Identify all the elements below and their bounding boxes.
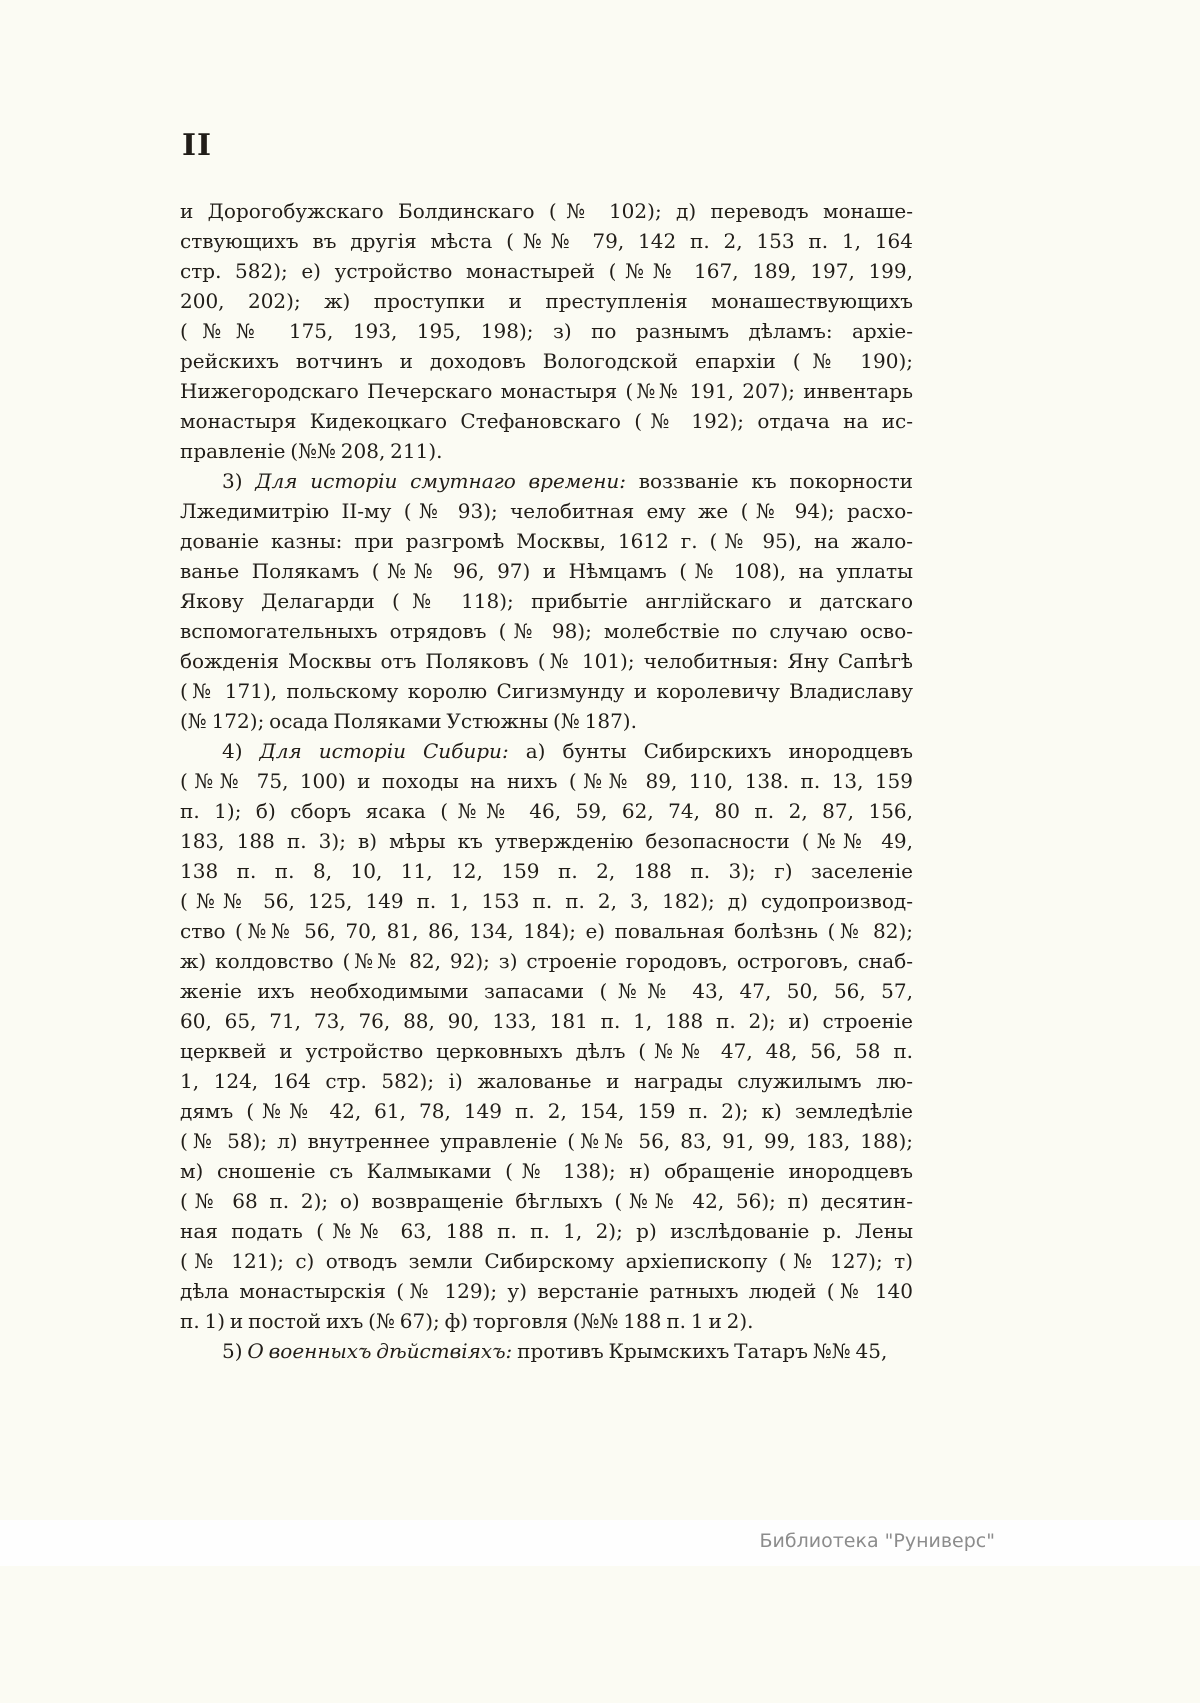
body-text: рейскихъ вотчинъ и доходовъ Вологодской епархіи (№ 190);: [180, 349, 913, 373]
body-text: вспомогательныхъ отрядовъ (№ 98); молебствіе по случаю осво-: [180, 619, 913, 643]
text-line: [180, 1126, 913, 1156]
body-text: ванье Полякамъ (№№ 96, 97) и Нѣмцамъ (№ 108), на уплаты: [180, 559, 913, 583]
body-text: 3): [222, 469, 256, 493]
text-line: [180, 226, 913, 256]
body-text: ж) колдовство (№№ 82, 92); з) строеніе городовъ, остроговъ, снаб-: [180, 949, 913, 973]
body-text: монастыря Кидекоцкаго Стефановскаго (№ 192); отдача на ис-: [180, 409, 913, 433]
text-line: [180, 736, 913, 766]
body-text: м) сношеніе съ Калмыками (№ 138); н) обращеніе инородцевъ: [180, 1159, 913, 1183]
body-text: (№№ 75, 100) и походы на нихъ (№№ 89, 110, 138. п. 13, 159: [180, 769, 913, 793]
body-text: противъ Крымскихъ Татаръ №№ 45,: [512, 1339, 888, 1363]
body-text: (№ 172); осада Поляками Устюжны (№ 187).: [180, 709, 637, 733]
text-line: [180, 556, 913, 586]
body-text: ство (№№ 56, 70, 81, 86, 134, 184); е) повальная болѣзнь (№ 82);: [180, 919, 913, 943]
body-text: Нижегородскаго Печерскаго монастыря (№№ 191, 207); инвентарь: [180, 379, 913, 403]
paragraph: [180, 736, 913, 1336]
text-line: [180, 826, 913, 856]
body-text: правленіе (№№ 208, 211).: [180, 439, 443, 463]
text-line: [180, 496, 913, 526]
text-line: [180, 466, 913, 496]
text-line: [180, 886, 913, 916]
text-line: [180, 436, 913, 466]
body-text: (№ 58); л) внутреннее управленіе (№№ 56, 83, 91, 99, 183, 188);: [180, 1129, 913, 1153]
page-number: II: [182, 128, 213, 163]
italic-heading-text: Для исторіи смутнаго времени:: [255, 469, 627, 493]
body-text: 60, 65, 71, 73, 76, 88, 90, 133, 181 п. 1, 188 п. 2); и) строеніе: [180, 1009, 913, 1033]
text-line: [180, 946, 913, 976]
body-text: ствующихъ въ другія мѣста (№№ 79, 142 п. 2, 153 п. 1, 164: [180, 229, 913, 253]
body-text: 183, 188 п. 3); в) мѣры къ утвержденію безопасности (№№ 49,: [180, 829, 913, 853]
paragraph: [180, 1336, 913, 1366]
body-text: 200, 202); ж) проступки и преступленія монашествующихъ: [180, 289, 913, 313]
body-text: Якову Делагарди (№ 118); прибытіе англійскаго и датскаго: [180, 589, 913, 613]
text-line: [180, 916, 913, 946]
text-line: [180, 1216, 913, 1246]
body-text: дямъ (№№ 42, 61, 78, 149 п. 2, 154, 159 п. 2); к) земледѣліе: [180, 1099, 913, 1123]
paragraph: [180, 196, 913, 466]
text-line: [180, 286, 913, 316]
text-line: [180, 406, 913, 436]
body-text: п. 1); б) сборъ ясака (№№ 46, 59, 62, 74, 80 п. 2, 87, 156,: [180, 799, 913, 823]
text-line: [180, 586, 913, 616]
body-text: (№ 171), польскому королю Сигизмунду и королевичу Владиславу: [180, 679, 913, 703]
text-line: [180, 1066, 913, 1096]
body-text: (№ 121); с) отводъ земли Сибирскому архіепископу (№ 127); т): [180, 1249, 913, 1273]
italic-heading-text: О военныхъ дѣйствіяхъ:: [247, 1339, 513, 1363]
body-text: дѣла монастырскія (№ 129); у) верстаніе ратныхъ людей (№ 140: [180, 1279, 913, 1303]
text-line: [180, 1156, 913, 1186]
body-text: дованіе казны: при разгромѣ Москвы, 1612 г. (№ 95), на жало-: [180, 529, 913, 553]
text-line: [180, 196, 913, 226]
text-line: [180, 766, 913, 796]
text-line: [180, 376, 913, 406]
text-line: [180, 1096, 913, 1126]
text-line: [180, 976, 913, 1006]
body-text: Лжедимитрію II-му (№ 93); челобитная ему же (№ 94); расхо-: [180, 499, 913, 523]
text-line: [180, 1276, 913, 1306]
text-line: [180, 1336, 913, 1366]
text-line: [180, 616, 913, 646]
body-text: (№№ 175, 193, 195, 198); з) по разнымъ дѣламъ: архіе-: [180, 319, 913, 343]
body-text: а) бунты Сибирскихъ инородцевъ: [508, 739, 913, 763]
body-text: воззваніе къ покорности: [626, 469, 913, 493]
text-line: [180, 796, 913, 826]
text-line: [180, 856, 913, 886]
text-line: [180, 1246, 913, 1276]
body-text: церквей и устройство церковныхъ дѣлъ (№№ 47, 48, 56, 58 п.: [180, 1039, 913, 1063]
body-text: и Дорогобужскаго Болдинскаго (№ 102); д) переводъ монаше-: [180, 199, 913, 223]
body-text: (№№ 56, 125, 149 п. 1, 153 п. п. 2, 3, 182); д) судопроизвод-: [180, 889, 913, 913]
text-line: [180, 1306, 913, 1336]
text-line: [180, 1006, 913, 1036]
body-text: ная подать (№№ 63, 188 п. п. 1, 2); р) изслѣдованіе р. Лены: [180, 1219, 913, 1243]
text-line: [180, 646, 913, 676]
text-line: [180, 346, 913, 376]
body-text: женіе ихъ необходимыми запасами (№№ 43, 47, 50, 56, 57,: [180, 979, 913, 1003]
text-line: [180, 1036, 913, 1066]
text-line: [180, 676, 913, 706]
text-line: [180, 526, 913, 556]
body-text: (№ 68 п. 2); о) возвращеніе бѣглыхъ (№№ 42, 56); п) десятин-: [180, 1189, 913, 1213]
text-line: [180, 1186, 913, 1216]
body-text: 5): [222, 1339, 248, 1363]
body-text: 4): [222, 739, 260, 763]
watermark: Библиотека "Руниверс": [759, 1530, 995, 1552]
text-line: [180, 316, 913, 346]
body-text: п. 1) и постой ихъ (№ 67); ф) торговля (№№ 188 п. 1 и 2).: [180, 1309, 754, 1333]
paragraph: [180, 466, 913, 736]
body-text: божденія Москвы отъ Поляковъ (№ 101); челобитныя: Яну Сапѣгѣ: [180, 649, 913, 673]
italic-heading-text: Для исторіи Сибири:: [259, 739, 509, 763]
body-text: стр. 582); е) устройство монастырей (№№ 167, 189, 197, 199,: [180, 259, 913, 283]
body-text: 138 п. п. 8, 10, 11, 12, 159 п. 2, 188 п. 3); г) заселеніе: [180, 859, 913, 883]
text-line: [180, 706, 913, 736]
text-line: [180, 256, 913, 286]
body-text: 1, 124, 164 стр. 582); і) жалованье и награды служилымъ лю-: [180, 1069, 913, 1093]
text-block: [180, 196, 913, 1366]
watermark-band: [0, 1520, 1200, 1566]
